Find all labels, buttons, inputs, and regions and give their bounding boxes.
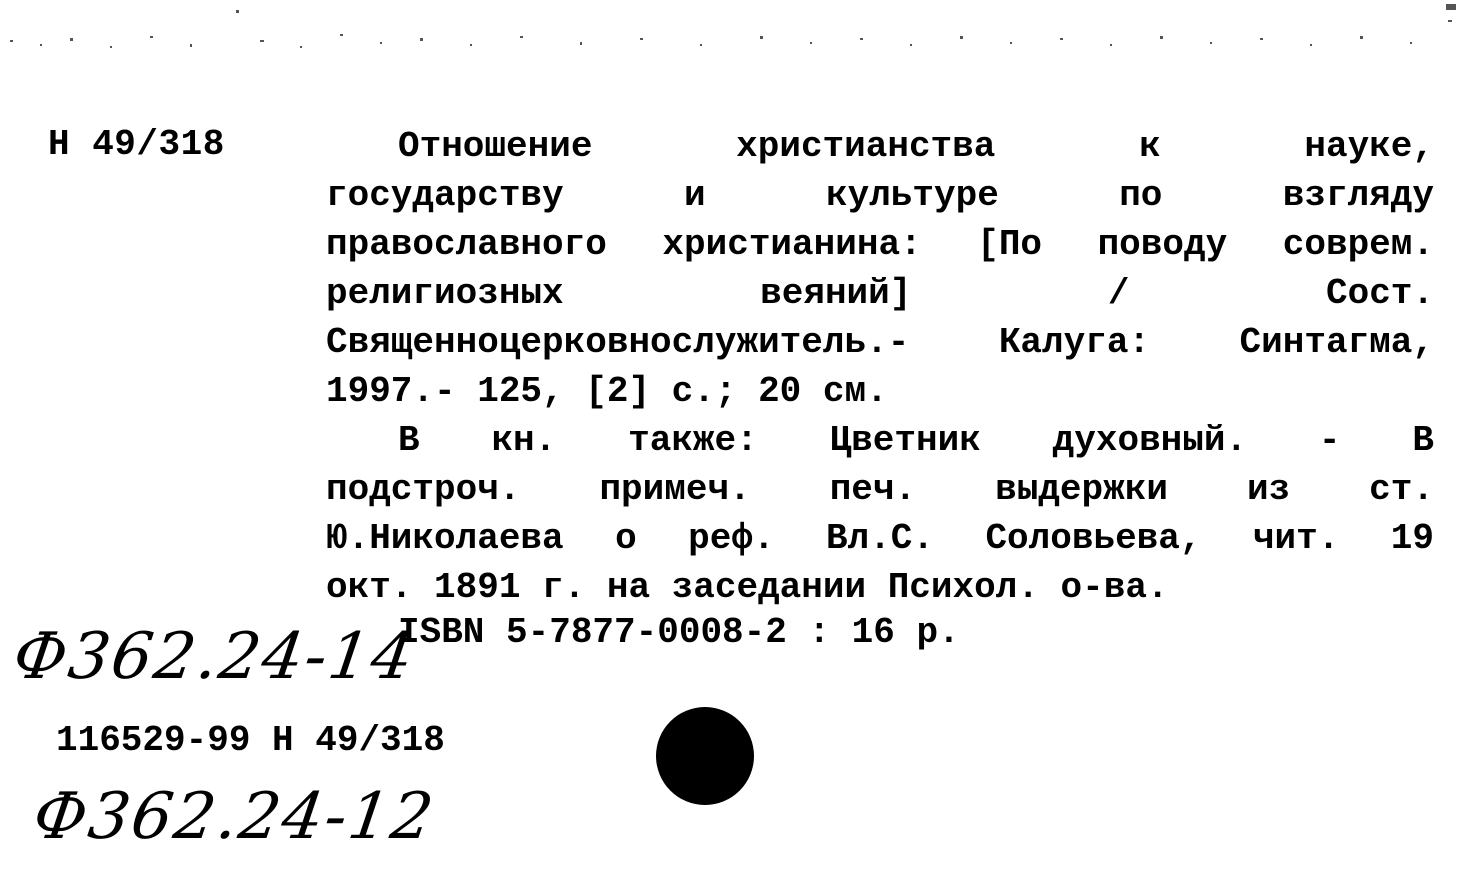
isbn-line: ISBN 5-7877-0008-2 : 16 р.	[398, 612, 960, 653]
shelfmark: Н 49/318	[48, 124, 225, 165]
note-line: подстроч. примеч. печ. выдержки из ст.	[326, 469, 1434, 510]
title-line: Отношение христианства к науке,	[398, 126, 1434, 167]
punch-hole	[656, 707, 754, 805]
handwritten-call-number: Ф362.24-12	[28, 780, 440, 854]
bibliographic-description	[326, 122, 1434, 612]
title-line: православного христианина: [По поводу соврем.	[326, 224, 1434, 265]
note-line: Ю.Николаева о реф. Вл.С. Соловьева, чит. 19	[326, 518, 1434, 559]
handwritten-call-number: Ф362.24-14	[8, 620, 420, 694]
title-line: Священноцерковнослужитель.- Калуга: Синтагма,	[326, 322, 1434, 363]
note-line: В кн. также: Цветник духовный. - В	[398, 420, 1434, 461]
accession-number: 116529-99 Н 49/318	[56, 720, 445, 761]
title-line: 1997.- 125, [2] с.; 20 см.	[326, 371, 888, 412]
title-line: религиозных веяний] / Сост.	[326, 273, 1434, 314]
scan-noise	[0, 0, 1458, 90]
note-line: окт. 1891 г. на заседании Психол. о-ва.	[326, 567, 1169, 608]
title-line: государству и культуре по взгляду	[326, 175, 1434, 216]
